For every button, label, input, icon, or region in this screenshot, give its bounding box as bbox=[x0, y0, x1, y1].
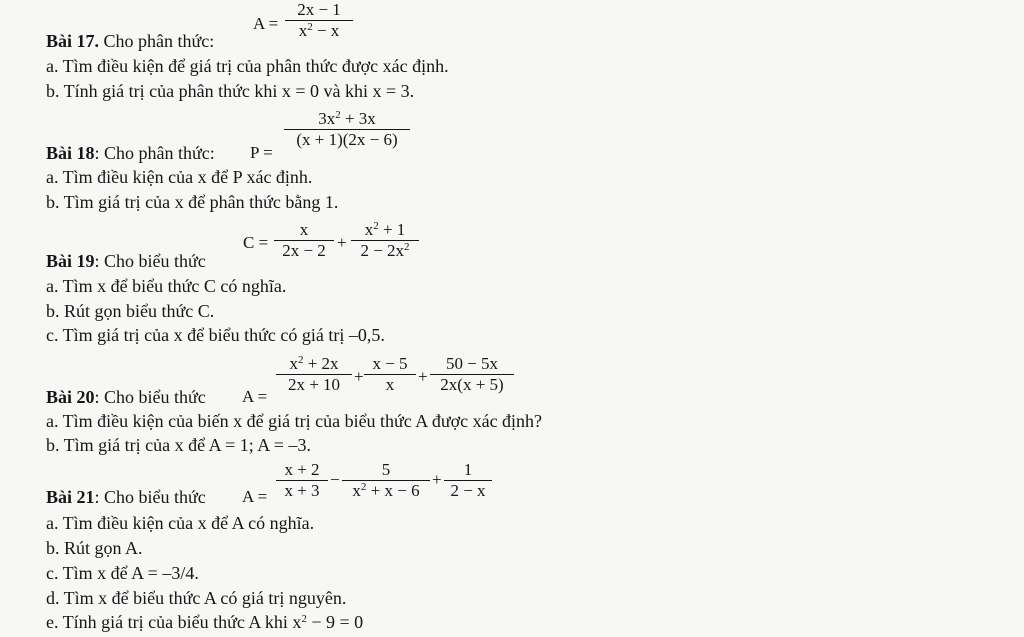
b18-title: Bài 18 bbox=[46, 143, 95, 163]
b21-part-e-math: $x^2 - 9 = 0$ bbox=[292, 612, 364, 632]
b19-part-c: c. Tìm giá trị của x để biểu thức có giá trị –0,5. bbox=[46, 325, 385, 345]
b17-denominator: $x^2 - x$ bbox=[298, 21, 340, 41]
b21-fraction-1 bbox=[276, 460, 328, 501]
b18-heading bbox=[46, 143, 215, 163]
b17-intro: Cho phân thức: bbox=[99, 31, 215, 51]
b18-lhs: P = bbox=[250, 143, 273, 162]
b19-f1-denominator: 2x − 2 bbox=[282, 241, 326, 261]
b21-lhs: A = bbox=[242, 487, 268, 506]
b20-f3-denominator: 2x(x + 5) bbox=[440, 375, 504, 395]
b20-fraction-1 bbox=[276, 354, 352, 395]
b20-f2-numerator: x − 5 bbox=[372, 354, 408, 373]
b21-f1-denominator: x + 3 bbox=[284, 481, 320, 501]
b21-part-d: d. Tìm x để biểu thức A có giá trị nguyên. bbox=[46, 588, 347, 608]
b21-plus-sign: + bbox=[432, 470, 442, 489]
b21-intro: : Cho biểu thức bbox=[94, 487, 206, 507]
b18-fraction bbox=[284, 109, 410, 150]
b19-part-a: a. Tìm x để biểu thức C có nghĩa. bbox=[46, 276, 287, 296]
b20-fraction-3 bbox=[430, 354, 514, 395]
b19-plus-sign: + bbox=[337, 233, 347, 252]
b19-heading bbox=[46, 251, 206, 271]
b20-plus-sign-1: + bbox=[354, 367, 364, 386]
b21-title: Bài 21 bbox=[46, 487, 95, 507]
b19-lhs: C = bbox=[243, 233, 269, 252]
b17-title: Bài 17. bbox=[46, 31, 100, 51]
b19-title: Bài 19 bbox=[46, 251, 95, 271]
b18-part-a: a. Tìm điều kiện của x để P xác định. bbox=[46, 167, 313, 187]
b17-heading bbox=[46, 31, 214, 51]
b21-minus-sign: − bbox=[330, 470, 340, 489]
b17-part-a: a. Tìm điều kiện để giá trị của phân thức được xác định. bbox=[46, 56, 449, 76]
b21-part-e-text: e. Tính giá trị của biểu thức A khi bbox=[46, 612, 293, 632]
b21-fraction-3 bbox=[444, 460, 492, 501]
b19-f1-numerator: x bbox=[299, 220, 309, 239]
b21-part-c: c. Tìm x để A = –3/4. bbox=[46, 563, 199, 583]
b20-plus-sign-2: + bbox=[418, 367, 428, 386]
b18-intro: : Cho phân thức: bbox=[94, 143, 215, 163]
b18-part-b: b. Tìm giá trị của x để phân thức bằng 1. bbox=[46, 192, 339, 212]
b18-denominator: (x + 1)(2x − 6) bbox=[296, 130, 398, 150]
b21-heading bbox=[46, 487, 206, 507]
b21-f3-numerator: 1 bbox=[463, 460, 473, 479]
b17-fraction bbox=[285, 0, 353, 41]
b21-f3-denominator: 2 − x bbox=[450, 481, 486, 501]
b17-part-b: b. Tính giá trị của phân thức khi x = 0 và khi x = 3. bbox=[46, 81, 415, 101]
b19-intro: : Cho biểu thức bbox=[94, 251, 206, 271]
b19-fraction-2 bbox=[351, 220, 419, 261]
b20-title: Bài 20 bbox=[46, 387, 95, 407]
b20-lhs: A = bbox=[242, 387, 268, 406]
b21-part-e bbox=[46, 612, 363, 632]
b21-part-b: b. Rút gọn A. bbox=[46, 538, 143, 558]
b20-fraction-2 bbox=[364, 354, 416, 395]
b21-f2-denominator: $x^2 + x - 6$ bbox=[352, 481, 420, 501]
b20-part-b: b. Tìm giá trị của x để A = 1; A = –3. bbox=[46, 435, 311, 455]
b17-numerator: 2x − 1 bbox=[297, 0, 341, 19]
b19-f2-denominator: $2 - 2x^2$ bbox=[360, 241, 410, 261]
b21-f2-numerator: 5 bbox=[381, 460, 391, 479]
b20-part-a: a. Tìm điều kiện của biến x để giá trị của biểu thức A được xác định? bbox=[46, 411, 543, 431]
b20-intro: : Cho biểu thức bbox=[94, 387, 206, 407]
b18-numerator: $3x^2 + 3x$ bbox=[318, 109, 376, 128]
b17-lhs: A = bbox=[253, 14, 279, 33]
b20-f1-denominator: 2x + 10 bbox=[287, 375, 341, 395]
b20-heading bbox=[46, 387, 206, 407]
b20-f3-numerator: 50 − 5x bbox=[445, 354, 499, 373]
b20-f2-denominator: x bbox=[385, 375, 395, 395]
b21-fraction-2 bbox=[342, 460, 430, 501]
b19-part-b: b. Rút gọn biểu thức C. bbox=[46, 301, 215, 321]
b20-f1-numerator: $x^2 + 2x$ bbox=[289, 354, 339, 373]
b19-f2-numerator: $x^2 + 1$ bbox=[364, 220, 406, 239]
b21-part-a: a. Tìm điều kiện của x để A có nghĩa. bbox=[46, 513, 315, 533]
b19-fraction-1 bbox=[274, 220, 334, 261]
b21-f1-numerator: x + 2 bbox=[284, 460, 320, 479]
